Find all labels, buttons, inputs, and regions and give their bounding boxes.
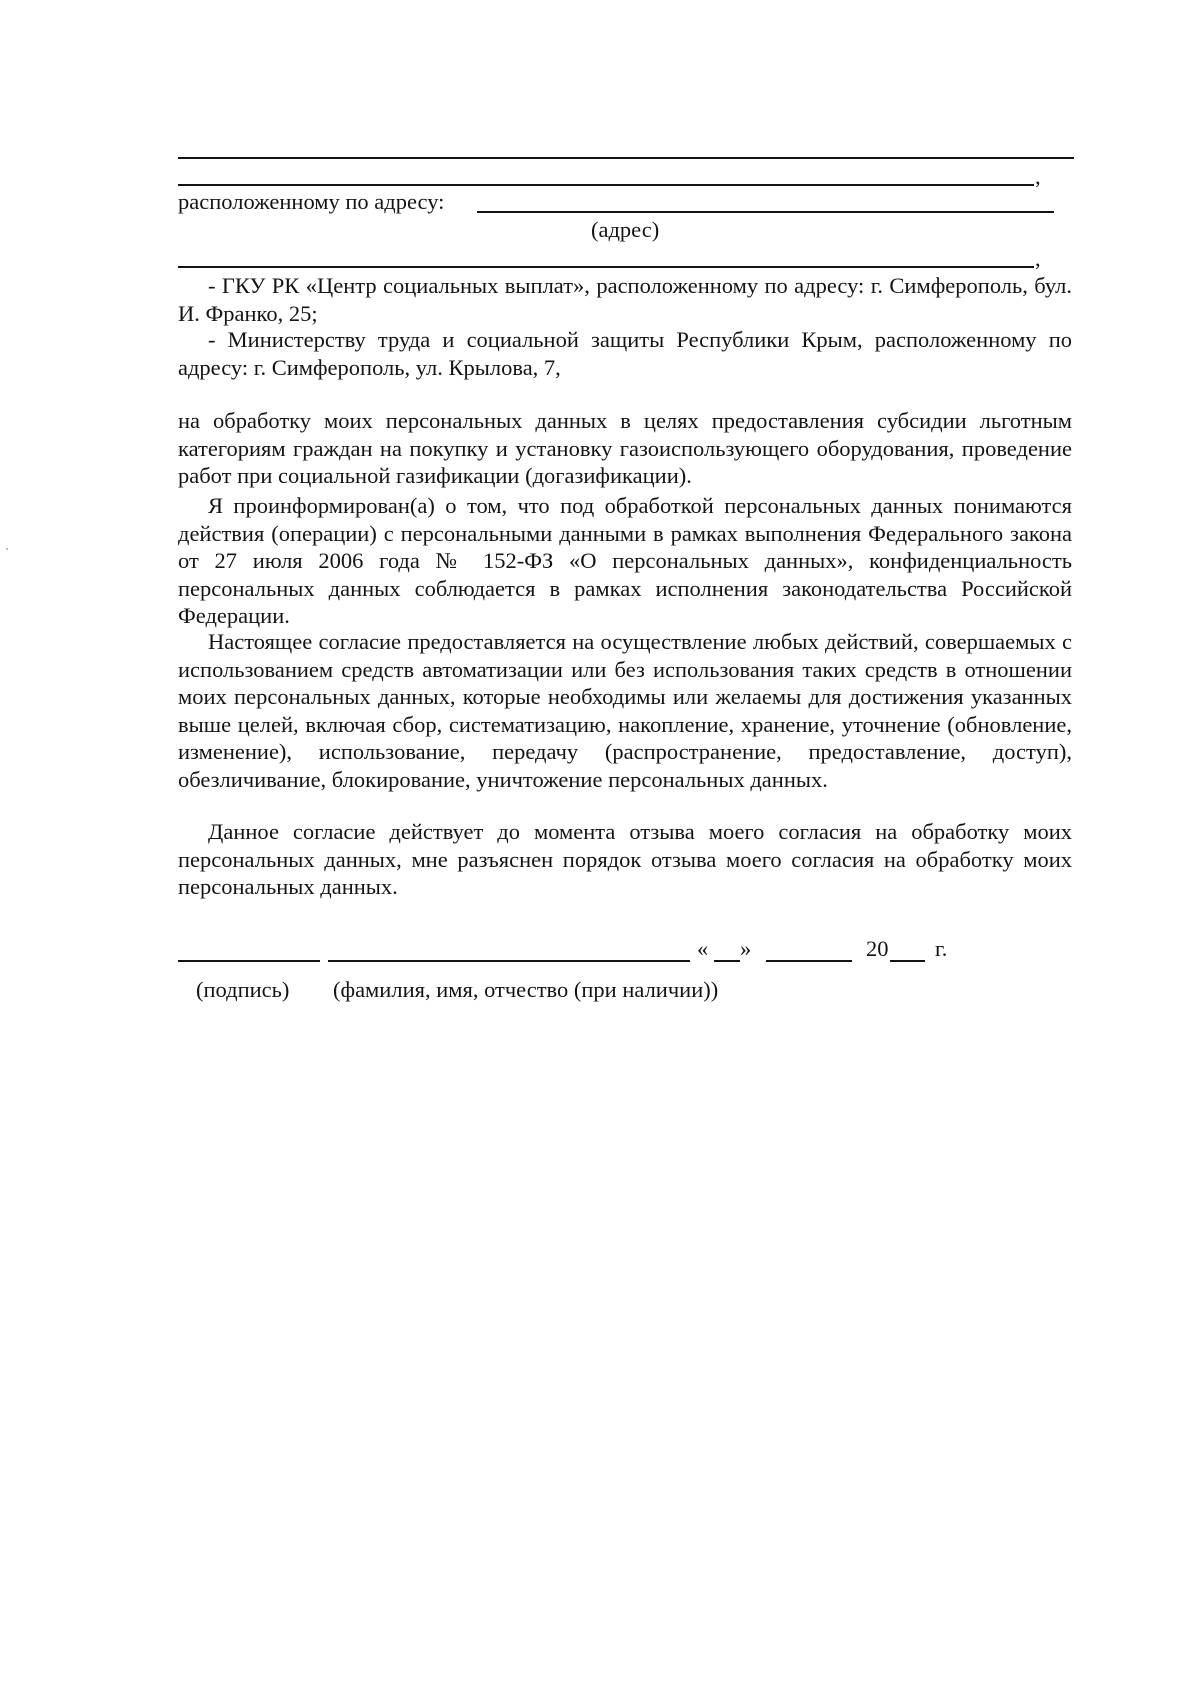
recipient-1: - ГКУ РК «Центр социальных выплат», расположенному по адресу: г. Симферополь, бул. И. Франко, 25; [178, 273, 1072, 326]
line-3-comma: , [1035, 246, 1041, 271]
paragraph-validity: Данное согласие действует до момента отзыва моего согласия на обработку моих персональных данных, мне разъяснен порядок отзыва моего согласия на обработку моих персональных данных. [178, 819, 1072, 899]
year-prefix: 20 [866, 936, 889, 961]
paragraph-purpose: на обработку моих персональных данных в целях предоставления субсидии льготным категориям граждан на покупку и установку газоиспользующего оборудования, проведение работ при социальной газификации (догазификации). [178, 408, 1072, 488]
paragraph-consent-scope: Настоящее согласие предоставляется на осуществление любых действий, совершаемых с использованием средств автоматизации или без использования таких средств в отношении моих персональных данных, которые необходимы или желаемы для достижения указанных выше целей, включая сбор, систематизацию, накопление, хранение, уточнение (обновление, изменение), использование, передачу (распространение, предоставление, доступ), обезличивание, блокирование, уничтожение персональных данных. [178, 629, 1072, 792]
blank-line-3[interactable] [178, 266, 1034, 268]
day-blank[interactable] [714, 960, 740, 962]
signature-caption: (подпись) [196, 977, 290, 1002]
scan-artifact [6, 548, 8, 550]
line-2-comma: , [1035, 164, 1041, 189]
year-suffix: г. [935, 936, 948, 961]
date-quote-close: » [740, 936, 752, 961]
name-blank[interactable] [328, 960, 690, 962]
year-blank[interactable] [890, 960, 925, 962]
address-label: расположенному по адресу: [178, 189, 445, 214]
signature-blank[interactable] [178, 960, 320, 962]
blank-line-2[interactable] [178, 184, 1034, 186]
date-quote-open: « [697, 936, 709, 961]
paragraph-informed: Я проинформирован(а) о том, что под обработкой персональных данных понимаются действия (операции) с персональными данными в рамках выполнения Федерального закона от 27 июля 2006 года № 152-ФЗ «О персональных данных», конфиденциальность персональных данных соблюдается в рамках исполнения законодательства Российской Федерации. [178, 493, 1072, 628]
name-caption: (фамилия, имя, отчество (при наличии)) [333, 977, 719, 1002]
address-blank-line[interactable] [477, 211, 1054, 213]
recipient-2: - Министерству труда и социальной защиты Республики Крым, расположенному по адресу: г. Симферополь, ул. Крылова, 7, [178, 327, 1072, 380]
month-blank[interactable] [766, 960, 852, 962]
blank-line-1[interactable] [178, 157, 1074, 159]
address-caption: (адрес) [591, 217, 660, 242]
